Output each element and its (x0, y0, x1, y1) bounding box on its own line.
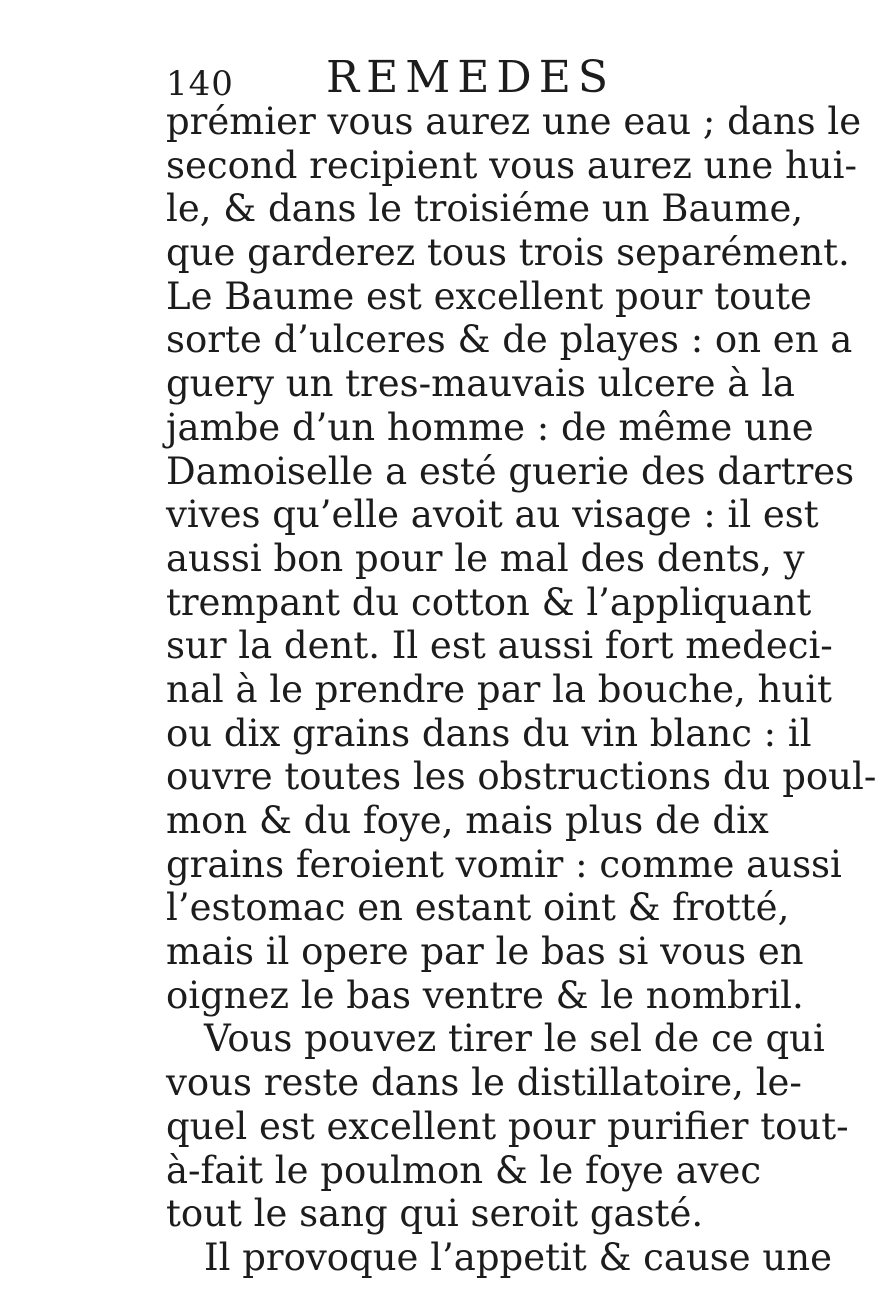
text-line: tout le sang qui seroit gasté. (166, 1192, 704, 1236)
text-line: mon & du foye, mais plus de dix (166, 799, 769, 842)
text-line: ou dix grains dans du vin blanc : il (166, 711, 812, 755)
text-line: l’estomac en estant oint & frotté, (166, 886, 790, 930)
text-line: mais il opere par le bas si vous en (166, 930, 804, 974)
text-line: le, & dans le troisiéme un Baume, (166, 187, 804, 231)
text-line: Il provoque l’appetit & cause une (204, 1235, 832, 1279)
text-line: aussi bon pour le mal des dents, y (166, 536, 805, 580)
text-line: guery un tres-mauvais ulcere à la (166, 362, 795, 406)
text-line: ouvre toutes les obstructions du poul- (166, 755, 876, 799)
text-line: prémier vous aurez une eau ; dans le (166, 100, 862, 143)
text-line: second recipient vous aurez une hui- (166, 143, 857, 187)
text-line: jambe d’un homme : de même une (166, 405, 814, 449)
text-line: nal à le prendre par la bouche, huit (166, 667, 832, 711)
running-head: REMEDES (326, 52, 615, 103)
text-line: grains feroient vomir : comme aussi (166, 842, 842, 886)
text-line: vives qu’elle avoit au visage : il est (166, 493, 819, 537)
text-line: Damoiselle a esté guerie des dartres (166, 449, 855, 493)
body-text (166, 100, 876, 1280)
text-line: oignez le bas ventre & le nombril. (166, 973, 804, 1017)
page-header (166, 52, 706, 102)
text-line: quel est excellent pour purifier tout- (166, 1104, 849, 1148)
text-line: Vous pouvez tirer le sel de ce qui (204, 1017, 825, 1061)
page-number: 140 (166, 64, 234, 104)
text-line: que garderez tous trois separément. (166, 231, 850, 275)
text-line: sur la dent. Il est aussi fort medeci- (166, 624, 833, 668)
text-line: vous reste dans le distillatoire, le- (166, 1061, 802, 1105)
text-line: sorte d’ulceres & de playes : on en a (166, 318, 853, 362)
text-line: trempant du cotton & l’appliquant (166, 580, 812, 624)
text-line: à-fait le poulmon & le foye avec (166, 1148, 762, 1192)
text-line: Le Baume est excellent pour toute (166, 274, 812, 318)
